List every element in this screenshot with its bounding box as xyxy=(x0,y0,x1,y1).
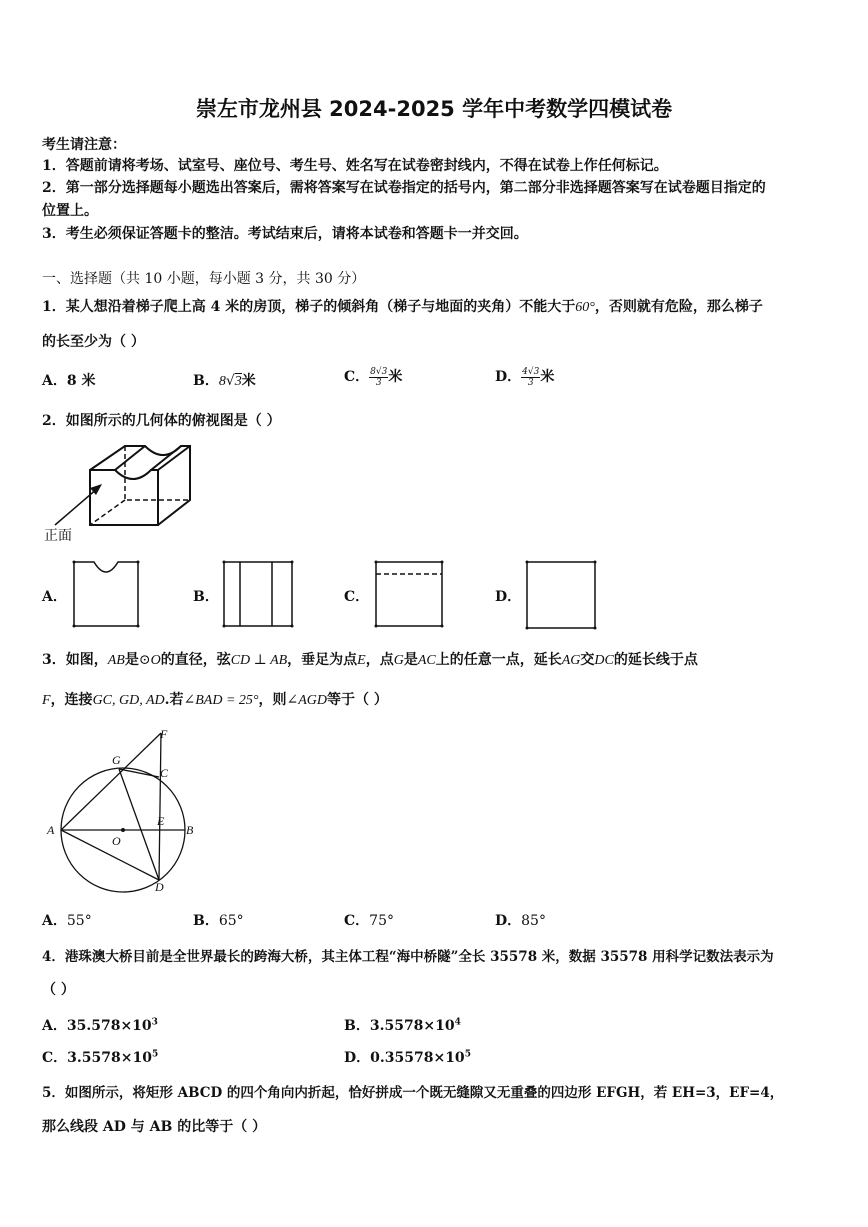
q3-math-cd-perp-ab: CD ⊥ AB xyxy=(230,653,288,668)
q3-option-c[interactable] xyxy=(344,910,394,930)
q3-math-ac: AC xyxy=(417,653,436,668)
q2-option-d-label[interactable]: D． xyxy=(495,589,522,605)
q3-text: ，则 xyxy=(258,692,287,708)
q3-text: 是 xyxy=(124,652,139,668)
question-5-line-1: 5．如图所示，将矩形 ABCD 的四个角向内折起，恰好拼成一个既无缝隙又无重叠的四边形 EFGH，若 EH=3，EF=4， xyxy=(42,1085,784,1101)
option-text: 75° xyxy=(369,913,394,929)
fig-label-a: A xyxy=(47,823,55,837)
question-5-line-2: 那么线段 AD 与 AB 的比等于（ ） xyxy=(42,1119,267,1135)
option-unit: 米 xyxy=(540,369,555,385)
notice-item-2: 2．第一部分选择题每小题选出答案后，需将答案写在试卷指定的括号内，第二部分非选择题答案写在试卷题目指定的 xyxy=(42,180,766,196)
question-4-line-1: 4．港珠澳大桥目前是全世界最长的跨海大桥，其主体工程“海中桥隧”全长 35578 米，数据 35578 用科学记数法表示为 xyxy=(42,949,774,965)
fig-label-e: E xyxy=(157,814,165,828)
option-base: 3.5578×10 xyxy=(369,1018,455,1034)
q3-math-angle-agd: ∠AGD xyxy=(286,693,328,708)
notice-heading: 考生请注意： xyxy=(42,137,126,153)
q1-option-c[interactable] xyxy=(344,366,402,388)
q2-option-b-figure[interactable] xyxy=(222,560,294,630)
q2-option-a-label[interactable]: A． xyxy=(42,589,67,605)
question-1-line-2: 的长至少为（ ） xyxy=(42,334,145,350)
option-text: 65° xyxy=(218,913,244,929)
option-exponent: 5 xyxy=(464,1049,471,1060)
fraction-denominator: 3 xyxy=(375,377,382,388)
q3-math-dc: DC xyxy=(594,653,614,668)
question-3-line-2 xyxy=(42,689,388,709)
fig-label-o: O xyxy=(112,834,121,848)
q2-option-c-label[interactable]: C． xyxy=(344,589,370,605)
q3-option-d[interactable] xyxy=(495,910,546,930)
notice-item-2-cont: 位置上。 xyxy=(42,203,98,219)
fig-label-c: C xyxy=(160,766,169,780)
fraction-numerator: 8√3 xyxy=(370,366,388,377)
option-label: D． xyxy=(495,369,522,385)
option-label: D． xyxy=(344,1050,371,1066)
fig-label-f: F xyxy=(160,727,168,741)
option-text: 55° xyxy=(66,913,92,929)
q4-option-d[interactable] xyxy=(344,1047,471,1067)
notice-item-3: 3．考生必须保证答题卡的整洁。考试结束后，请将本试卷和答题卡一并交回。 xyxy=(42,226,528,242)
fig-label-g: G xyxy=(112,753,121,767)
q1-text-a: 1．某人想沿着梯子爬上高 4 米的房顶，梯子的倾斜角（梯子与地面的夹角）不能大于 xyxy=(42,299,576,315)
option-unit: 米 xyxy=(241,373,256,389)
question-3-line-1 xyxy=(42,649,698,669)
q1-text-b: ，否则就有危险，那么梯子 xyxy=(594,299,763,315)
q4-option-a[interactable] xyxy=(42,1015,158,1035)
option-exponent: 3 xyxy=(151,1017,158,1028)
q3-option-a[interactable] xyxy=(42,910,92,930)
q2-option-a-figure[interactable] xyxy=(72,560,142,630)
option-base: 35.578×10 xyxy=(66,1018,152,1034)
option-label: A． xyxy=(42,913,67,929)
q2-option-c-figure[interactable] xyxy=(374,560,444,630)
sqrt-sign: √ xyxy=(225,373,235,389)
q3-math-angle-bad: ∠BAD = 25° xyxy=(183,693,259,708)
q3-math-circle: ⊙O xyxy=(138,653,161,668)
q1-option-b[interactable] xyxy=(193,370,256,390)
q3-option-b[interactable] xyxy=(193,910,244,930)
circle-geometry-figure xyxy=(42,725,212,900)
q3-text: 等于（ ） xyxy=(327,692,388,708)
option-radicand: 3 xyxy=(234,374,242,389)
q3-text: 是 xyxy=(403,652,418,668)
option-label: B． xyxy=(193,373,219,389)
question-2-stem: 2．如图所示的几何体的俯视图是（ ） xyxy=(42,413,281,429)
q3-math-g: G xyxy=(393,653,404,668)
option-label: A． xyxy=(42,373,67,389)
option-exponent: 4 xyxy=(454,1017,461,1028)
fig-label-b: B xyxy=(186,823,194,837)
q2-option-b-label[interactable]: B． xyxy=(193,589,219,605)
option-text: 8 米 xyxy=(66,373,96,389)
option-base: 3.5578×10 xyxy=(67,1050,152,1066)
option-text: 85° xyxy=(521,913,546,929)
q4-option-b[interactable] xyxy=(344,1015,461,1035)
fraction-denominator: 3 xyxy=(527,377,534,388)
option-unit: 米 xyxy=(388,369,403,385)
page-title: 崇左市龙州县 2024-2025 学年中考数学四模试卷 xyxy=(195,97,673,121)
q4-option-c[interactable] xyxy=(42,1047,158,1067)
question-4-line-2: （ ） xyxy=(42,982,75,998)
q1-option-d[interactable] xyxy=(495,366,554,388)
fig-label-d: D xyxy=(155,880,164,894)
question-1-line-1 xyxy=(42,296,763,316)
option-label: C． xyxy=(42,1050,68,1066)
q3-text: ，连接 xyxy=(50,692,93,708)
q3-text: .若 xyxy=(164,692,184,708)
q1-option-a[interactable] xyxy=(42,370,96,390)
q3-text: 上的任意一点，延长 xyxy=(435,652,562,668)
option-label: C． xyxy=(344,369,370,385)
option-label: B． xyxy=(193,913,219,929)
q3-text: 的延长线于点 xyxy=(613,652,698,668)
q3-text: 的直径，弦 xyxy=(160,652,231,668)
q3-text: 3．如图， xyxy=(42,652,108,668)
q1-angle: 60° xyxy=(575,300,595,315)
option-label: D． xyxy=(495,913,522,929)
q3-math-lines: GC, GD, AD xyxy=(92,693,165,708)
q3-text: 交 xyxy=(580,652,595,668)
q3-math-e: E xyxy=(357,653,366,668)
q3-math-ab: AB xyxy=(107,653,125,668)
q3-math-f: F xyxy=(42,693,51,708)
option-label: B． xyxy=(344,1018,370,1034)
option-label: C． xyxy=(344,913,370,929)
option-label: A． xyxy=(42,1018,67,1034)
option-fraction xyxy=(521,367,540,388)
front-label: 正面 xyxy=(44,528,72,544)
notice-item-1: 1．答题前请将考场、试室号、座位号、考生号、姓名写在试卷密封线内，不得在试卷上作任何标记。 xyxy=(42,158,668,174)
option-fraction xyxy=(369,367,388,388)
q3-text: ，点 xyxy=(365,652,394,668)
option-base: 0.35578×10 xyxy=(370,1050,465,1066)
option-exponent: 5 xyxy=(151,1049,159,1060)
section-heading: 一、选择题（共 10 小题，每小题 3 分，共 30 分） xyxy=(42,271,366,287)
fraction-numerator: 4√3 xyxy=(522,366,540,377)
q3-text: ，垂足为点 xyxy=(287,652,358,668)
option-coef: 8 xyxy=(218,374,226,389)
q2-option-d-figure[interactable] xyxy=(525,560,597,630)
q3-math-ag: AG xyxy=(561,653,581,668)
